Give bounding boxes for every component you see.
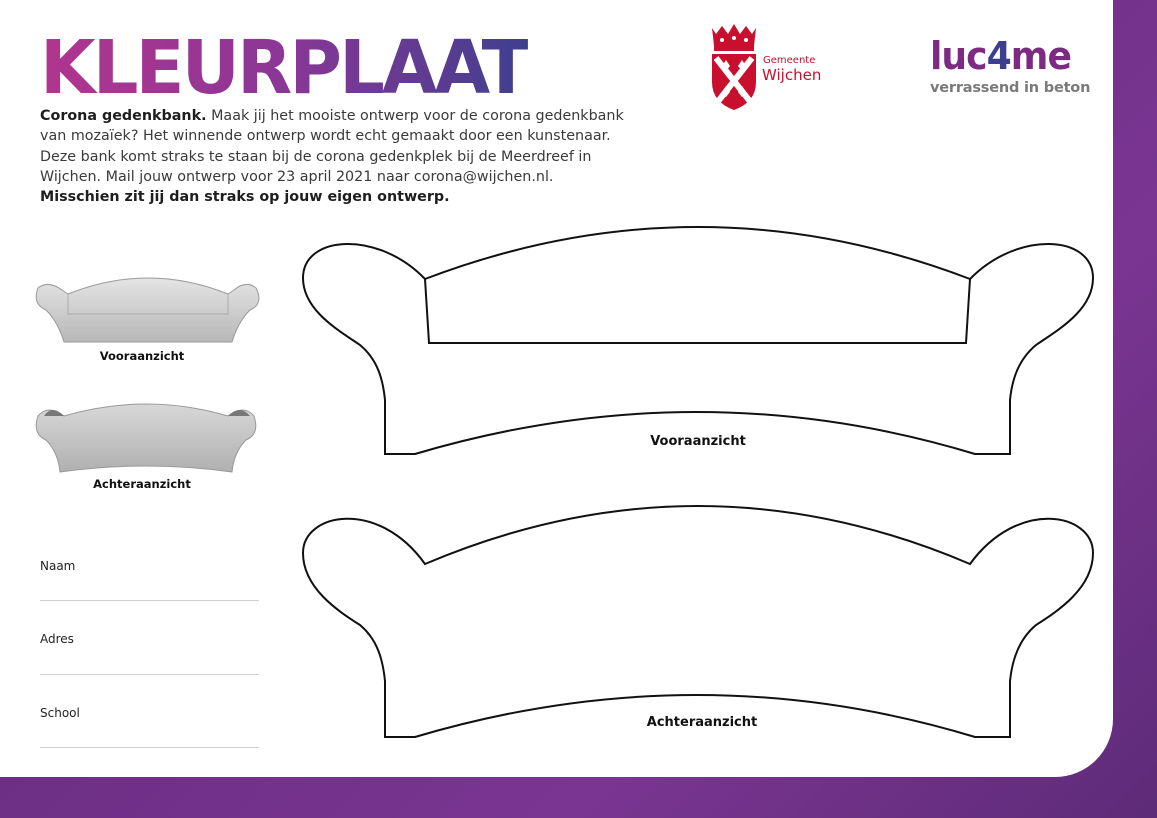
name-label: Naam [40, 559, 76, 573]
gemeente-label: Gemeente [763, 55, 816, 66]
bench-front-photo [28, 268, 264, 348]
intro-closing: Misschien zit jij dan straks op jouw eigen ontwerp. [40, 189, 450, 206]
bench-front-outline[interactable] [298, 210, 1096, 460]
address-label: Adres [40, 632, 74, 646]
intro-lead: Corona gedenkbank. [40, 108, 207, 124]
front-thumb-caption: Vooraanzicht [99, 349, 185, 363]
address-field[interactable] [40, 674, 259, 675]
back-outline-caption: Achteraanzicht [646, 715, 758, 730]
school-label: School [40, 706, 80, 720]
bench-back-outline[interactable] [298, 493, 1096, 743]
back-thumb-caption: Achteraanzicht [93, 477, 191, 491]
wijchen-label: Wijchen [762, 66, 822, 84]
front-outline-caption: Vooraanzicht [650, 434, 746, 449]
intro-text [40, 106, 640, 207]
luc4me-part-2: 4 [986, 34, 1011, 78]
school-field[interactable] [40, 747, 259, 748]
luc4me-logo [930, 36, 1071, 76]
luc4me-part-1: luc [930, 34, 987, 78]
intro-body: Maak jij het mooiste ontwerp voor de corona gedenkbank van mozaïek? Het winnende ontwerp wordt echt gemaakt door een kunstenaar. Deze bank komt straks te staan bij de corona gedenkplek bij de Meerdreef in Wijchen. Mail jouw ontwerp voor 23 april 2021 naar corona@wijchen.nl. [40, 108, 624, 185]
name-field[interactable] [40, 600, 259, 601]
bench-back-photo [30, 396, 262, 476]
luc4me-tagline: verrassend in beton [930, 80, 1091, 96]
luc4me-part-3: me [1010, 34, 1072, 78]
page-title: KLEURPLAAT [40, 25, 528, 111]
